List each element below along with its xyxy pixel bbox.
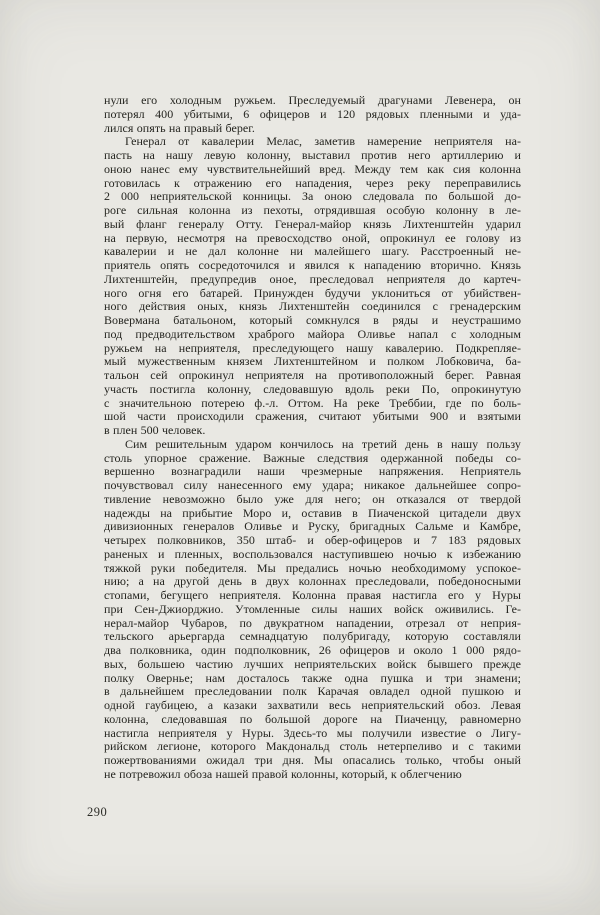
- text-line: приятель опять сосредоточился и явился к нападению вторично. Князь: [104, 258, 521, 272]
- paragraph: [104, 135, 521, 438]
- text-line: тальон сей опрокинул неприятеля на противоположный берег. Равная: [104, 368, 521, 382]
- text-line: нули его холодным ружьем. Преследуемый драгунами Левенера, он: [104, 93, 521, 107]
- text-line: роге сильная колонна из пехоты, отрядившая особую колонну в ле-: [104, 203, 521, 217]
- text-line: Лихтенштейн, предупредив оное, преследовал неприятеля до картеч-: [104, 271, 521, 286]
- paragraph: [104, 438, 521, 782]
- text-line: на первую, несмотря на превосходство оной, опрокинул ее голову из: [104, 230, 521, 245]
- text-line: под предводительством храброго майора Оливье напал с холодным: [104, 326, 521, 341]
- text-line: надежды на прибытие Моро и, оставив в Пиаченской цитадели двух: [104, 505, 521, 520]
- text-line: полку Овернье; нам досталось также одна пушка и три знамени;: [104, 670, 521, 685]
- text-line: пасть на нашу левую колонну, выставил против него артиллерию и: [104, 148, 521, 162]
- text-line: лился опять на правый берег.: [104, 120, 255, 135]
- text-line: не потревожил обоза нашей правой колонны, который, к облегчению: [104, 766, 462, 781]
- text-line: почувствовал силу нанесенного ему удара; никакое дальнейшее сопро-: [104, 478, 521, 492]
- text-line: 2 000 неприятельской конницы. За оною следовала по большой до-: [104, 189, 521, 204]
- text-line: ружьем на неприятеля, преследующего нашу кавалерию. Подкрепляе-: [104, 340, 521, 355]
- text-line: пожертвованиями ожидал три дня. Мы опасались только, чтобы оный: [104, 753, 521, 767]
- text-line: два полковника, один подполковник, 26 офицеров и около 1 000 рядо-: [104, 643, 521, 657]
- page-number: 290: [87, 805, 108, 819]
- text-line: стопами, бегущего неприятеля. Колонна правая настигла его у Нуры: [104, 588, 521, 602]
- text-line: тельского арьергарда семнадцатую полубригаду, которую составляли: [104, 629, 521, 644]
- text-line: в дальнейшем преследовании полк Карачая овладел одной пушкою и: [104, 684, 521, 699]
- text-line: одной гаубицею, а казаки захватили весь неприятельский обоз. Левая: [104, 698, 521, 712]
- text-line: Генерал от кавалерии Мелас, заметив намерение неприятеля на-: [125, 134, 521, 149]
- text-line: ного огня его батарей. Принужден будучи уклониться от убийствен-: [104, 285, 521, 300]
- text-line: готовилась к отражению его нападения, через реку переправились: [104, 175, 521, 190]
- text-line: мый мужественным князем Лихтенштейном и полком Лобковича, ба-: [104, 354, 521, 369]
- text-line: при Сен-Джиорджио. Утомленные силы наших войск оживились. Ге-: [104, 601, 521, 616]
- text-line: нерал-майор Чубаров, по двукратном нападении, отрезал от неприя-: [104, 615, 521, 630]
- text-line: вершенно вознаградили наши чрезмерные напряжения. Неприятель: [104, 464, 521, 479]
- text-line: четырех полковников, 350 штаб- и обер-офицеров и 7 183 рядовых: [104, 533, 521, 547]
- paragraph: [104, 94, 521, 135]
- text-line: нию; а на другой день в двух колоннах преследовали, победоносными: [104, 574, 521, 589]
- text-line: столь упорное сражение. Важные следствия одержанной победы со-: [104, 450, 521, 465]
- text-line: ного действия оных, князь Лихтенштейн соединился с гренадерским: [104, 299, 521, 314]
- text-line: вых, большею частию лучших неприятельских войск бывшего прежде: [104, 656, 521, 671]
- text-line: потерял 400 убитыми, 6 офицеров и 120 рядовых пленными и уда-: [104, 106, 521, 121]
- text-line: участь постигла колонну, следовавшую вдоль реки По, опрокинутую: [104, 381, 521, 396]
- text-line: вый фланг генералу Отту. Генерал-майор князь Лихтенштейн ударил: [104, 216, 521, 231]
- text-line: тивление невозможно было уже для него; он отказался от твердой: [104, 491, 521, 506]
- text-line: шой части происходили сражения, считают убитыми 900 и взятыми: [104, 409, 521, 424]
- text-line: настигла неприятеля у Нуры. Здесь-то мы получили известие о Лигу-: [104, 725, 521, 740]
- text-line: Вовермана батальоном, который сомкнулся в ряды и неустрашимо: [104, 313, 521, 327]
- text-line: с значительною потерею ф.-л. Оттом. На реке Треббии, где по боль-: [104, 395, 521, 410]
- text-line: колонна, следовавшая по большой дороге на Пиаченцу, равномерно: [104, 711, 521, 726]
- text-line: в плен 500 человек.: [104, 423, 206, 437]
- text-line: раненых и пленных, воспользовался наступившею ночью к избежанию: [104, 546, 521, 561]
- text-line: дивизионных генералов Оливье и Руску, бригадных Сальме и Камбре,: [104, 519, 521, 534]
- text-line: рийском легионе, которого Макдональд столь нетерпеливо и с такими: [104, 739, 521, 754]
- text-line: Сим решительным ударом кончилось на третий день в нашу пользу: [125, 436, 521, 451]
- text-line: кавалерии и не дал колонне ни малейшего шагу. Расстроенный не-: [104, 244, 521, 259]
- text-line: тяжкой руки победителя. Мы предались ночью необходимому успокое-: [104, 560, 521, 575]
- text-line: оною нанес ему чувствительнейший вред. Между тем как сия колонна: [104, 161, 521, 176]
- page-text: [104, 94, 521, 782]
